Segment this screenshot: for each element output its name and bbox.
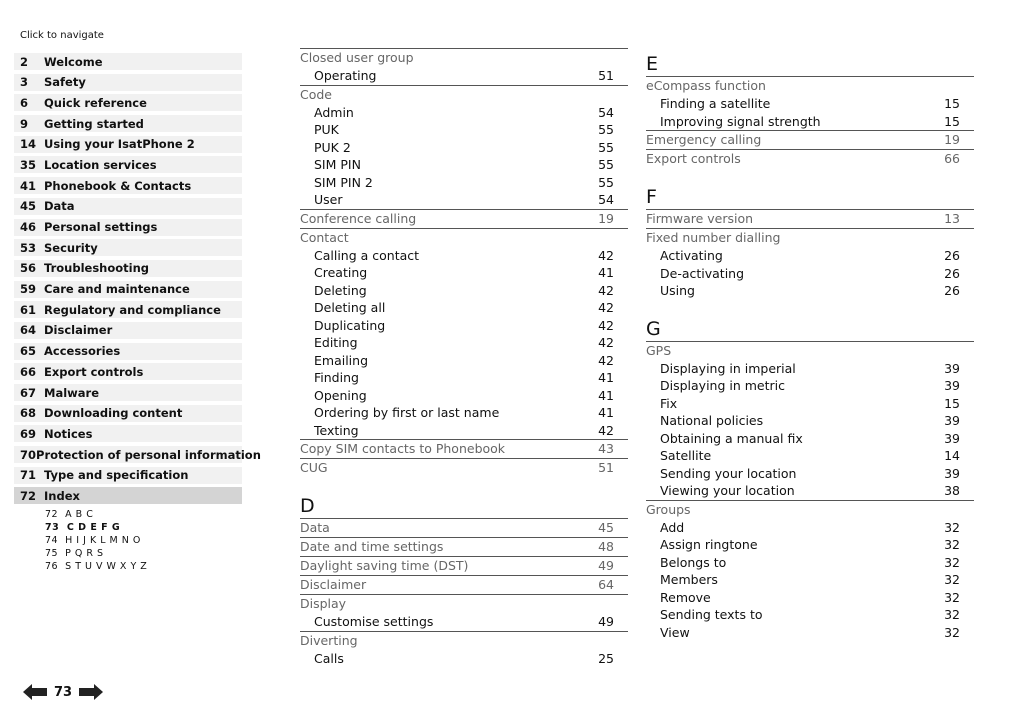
index-subentry-page: 26	[944, 283, 960, 298]
index-entry[interactable]	[300, 538, 628, 556]
nav-item-page: 69	[20, 426, 37, 441]
index-subentry[interactable]	[646, 624, 974, 642]
page-navigation	[22, 683, 104, 701]
index-subentry-label: Displaying in imperial	[660, 360, 796, 376]
index-entry-group	[646, 149, 974, 168]
index-subentry-page: 55	[598, 122, 614, 137]
index-entry-label: Display	[300, 596, 347, 611]
index-subentry-page: 42	[598, 300, 614, 315]
index-entry[interactable]	[300, 595, 628, 613]
nav-item-label: Location services	[44, 157, 157, 172]
index-subentry-page: 26	[944, 248, 960, 263]
index-subentry-label: Operating	[314, 68, 377, 83]
index-entry-page: 19	[598, 210, 614, 226]
index-subentry-page: 39	[944, 430, 960, 446]
nav-item-page: 71	[20, 468, 37, 483]
index-subentry[interactable]	[646, 282, 974, 300]
section-letter: E	[646, 53, 659, 75]
index-subentry[interactable]	[646, 395, 974, 413]
index-entry-label: CUG	[300, 460, 328, 475]
index-entry[interactable]	[300, 229, 628, 247]
section-letter: D	[300, 495, 315, 517]
nav-item-page: 61	[20, 302, 37, 317]
index-subentry-label: PUK 2	[314, 139, 351, 155]
index-entry-group	[300, 575, 628, 594]
index-subentry[interactable]	[646, 377, 974, 395]
index-subentry-page: 39	[944, 378, 960, 393]
index-subentry[interactable]	[646, 554, 974, 572]
index-entry[interactable]	[646, 77, 974, 95]
index-subentry-label: Viewing your location	[660, 483, 795, 498]
nav-item-label: Regulatory and compliance	[44, 302, 221, 317]
index-entry-label: Export controls	[646, 151, 741, 166]
index-sub-letters: A B C	[65, 509, 94, 521]
nav-item[interactable]	[14, 260, 242, 277]
index-entry-group	[646, 209, 974, 228]
nav-item[interactable]	[14, 94, 242, 111]
index-subentry-page: 32	[944, 519, 960, 535]
index-entry-group	[646, 500, 974, 642]
nav-item-page: 46	[20, 220, 37, 234]
index-subentry-label: Sending texts to	[660, 607, 763, 622]
index-subentry-label: Editing	[314, 335, 358, 350]
index-subentry-page: 55	[598, 139, 614, 155]
index-subentry-label: Fix	[660, 395, 678, 411]
index-subentry[interactable]	[300, 369, 628, 387]
index-subentry-label: Using	[660, 283, 695, 298]
index-column-2	[646, 53, 974, 641]
nav-item[interactable]	[14, 74, 242, 91]
index-subentry[interactable]	[646, 589, 974, 607]
index-subentry-page: 14	[944, 448, 960, 463]
section-letter: G	[646, 317, 661, 340]
section-letter: F	[646, 186, 657, 208]
index-entry-group	[300, 439, 628, 458]
index-entry-group	[646, 76, 974, 130]
index-entry-group	[646, 130, 974, 149]
index-subentry-page: 41	[598, 387, 614, 403]
index-subentry[interactable]	[300, 613, 628, 631]
index-subentry[interactable]	[300, 121, 628, 139]
index-subentry-page: 39	[944, 465, 960, 481]
index-sub-letters: H I J K L M N O	[65, 535, 141, 547]
index-entry[interactable]	[646, 501, 974, 519]
index-entry-page: 19	[944, 132, 960, 147]
index-subentry-page: 15	[944, 96, 960, 111]
index-entry-page: 49	[598, 558, 614, 573]
index-entry-label: Closed user group	[300, 50, 414, 65]
index-sub-navigation	[45, 508, 242, 573]
index-entry[interactable]	[300, 459, 628, 477]
index-entry-label: Fixed number dialling	[646, 230, 781, 245]
index-subentry-page: 38	[944, 483, 960, 498]
index-entry-group	[300, 537, 628, 556]
index-subentry-label: View	[660, 624, 690, 640]
index-subentry[interactable]	[300, 156, 628, 174]
index-subentry[interactable]	[300, 352, 628, 370]
index-entry-label: Disclaimer	[300, 577, 367, 592]
index-sub-letters: P Q R S	[65, 548, 104, 560]
navigation-hint: Click to navigate	[20, 30, 104, 41]
index-subentry-label: SIM PIN 2	[314, 174, 373, 190]
index-entry-page: 51	[598, 460, 614, 475]
index-subentry-page: 41	[598, 370, 614, 385]
index-entry-label: Conference calling	[300, 210, 417, 226]
nav-item-label: Welcome	[44, 54, 103, 69]
nav-item[interactable]	[14, 467, 242, 484]
nav-item-page: 59	[20, 282, 37, 297]
index-subentry-label: Admin	[314, 104, 354, 120]
index-subentry-page: 42	[598, 352, 614, 368]
index-subentry-page: 54	[598, 192, 614, 207]
index-subentry[interactable]	[646, 412, 974, 430]
nav-item-page: 53	[20, 240, 37, 255]
index-subentry-label: PUK	[314, 122, 339, 137]
index-subentry[interactable]	[300, 334, 628, 352]
index-subentry-page: 41	[598, 265, 614, 280]
index-sub-letters: C D E F G	[66, 522, 121, 534]
nav-item[interactable]	[14, 405, 242, 422]
sidebar-nav	[14, 53, 261, 573]
index-sub-page: 75	[45, 548, 59, 560]
nav-item-label: Using your IsatPhone 2	[44, 137, 195, 152]
nav-item-page: 56	[20, 261, 37, 276]
nav-item[interactable]	[14, 363, 242, 380]
nav-item-page: 35	[20, 157, 37, 172]
index-subentry-label: Improving signal strength	[660, 113, 821, 129]
index-subentry-label: Finding	[314, 370, 359, 385]
nav-item-label: Personal settings	[44, 220, 158, 234]
nav-item-page: 70	[20, 447, 37, 462]
nav-item[interactable]	[14, 281, 242, 298]
index-subentry-label: Creating	[314, 265, 368, 280]
nav-item[interactable]	[14, 115, 242, 132]
index-subentry-label: Belongs to	[660, 554, 727, 570]
nav-item-page: 66	[20, 364, 37, 379]
index-subentry-label: National policies	[660, 413, 764, 428]
index-sub-page: 76	[45, 561, 59, 573]
nav-item-page: 9	[20, 116, 29, 131]
index-subentry-page: 55	[598, 157, 614, 172]
index-subentry[interactable]	[646, 606, 974, 624]
index-subentry-page: 54	[598, 104, 614, 120]
index-entry[interactable]	[646, 229, 974, 247]
nav-item-label: Safety	[44, 75, 86, 90]
nav-item[interactable]	[14, 177, 242, 194]
index-entry[interactable]	[646, 150, 974, 168]
nav-item-label: Phonebook & Contacts	[44, 178, 192, 193]
index-subentry-page: 32	[944, 589, 960, 605]
index-subentry[interactable]	[646, 482, 974, 500]
index-sub-letters: S T U V W X Y Z	[65, 561, 148, 573]
index-subentry-page: 15	[944, 395, 960, 411]
index-entry-page: 64	[598, 577, 614, 592]
index-subentry-label: Activating	[660, 248, 723, 263]
index-subentry[interactable]	[646, 360, 974, 378]
index-subentry-label: Duplicating	[314, 317, 386, 333]
index-entry-label: Diverting	[300, 632, 358, 648]
nav-item[interactable]	[14, 53, 242, 70]
index-subentry-label: Assign ringtone	[660, 537, 758, 552]
index-entry[interactable]	[646, 131, 974, 149]
index-subentry-label: Displaying in metric	[660, 378, 785, 393]
index-entry[interactable]	[646, 342, 974, 360]
nav-item[interactable]	[14, 322, 242, 339]
index-subentry-page: 32	[944, 537, 960, 552]
nav-item-label: Disclaimer	[44, 323, 113, 338]
index-entry-label: Emergency calling	[646, 132, 762, 147]
index-subentry[interactable]	[300, 404, 628, 422]
index-entry-label: Daylight saving time (DST)	[300, 558, 469, 573]
index-subentry[interactable]	[646, 95, 974, 113]
index-subentry-label: Calling a contact	[314, 247, 420, 263]
nav-item[interactable]	[14, 219, 242, 236]
index-entry[interactable]	[300, 86, 628, 104]
index-subentry-label: De-activating	[660, 265, 745, 281]
index-subentry-label: Sending your location	[660, 465, 797, 481]
index-subentry[interactable]	[646, 519, 974, 537]
index-subentry[interactable]	[646, 265, 974, 283]
index-entry-page: 45	[598, 520, 614, 535]
index-entry-page: 66	[944, 151, 960, 166]
index-subentry-page: 51	[598, 68, 614, 83]
index-subentry-page: 49	[598, 614, 614, 629]
nav-item-label: Care and maintenance	[44, 282, 190, 297]
index-subentry[interactable]	[646, 113, 974, 131]
index-subentry[interactable]	[300, 191, 628, 209]
index-entry-label: Firmware version	[646, 211, 754, 226]
index-entry-page: 13	[944, 211, 960, 226]
index-subentry-page: 25	[598, 650, 614, 666]
index-entry-group	[300, 48, 628, 85]
index-subentry-label: Members	[660, 572, 718, 587]
nav-item-label: Notices	[44, 426, 93, 441]
index-subentry-label: Satellite	[660, 448, 712, 463]
index-entry-label: Contact	[300, 229, 349, 245]
nav-item[interactable]	[14, 301, 242, 318]
index-entry-group	[300, 228, 628, 440]
index-sub-item[interactable]	[45, 534, 242, 547]
arrow-left-icon[interactable]	[22, 683, 48, 701]
index-entry[interactable]	[300, 576, 628, 594]
nav-item-page: 65	[20, 344, 37, 359]
index-entry[interactable]	[300, 519, 628, 537]
index-entry[interactable]	[300, 210, 628, 228]
index-subentry[interactable]	[300, 104, 628, 122]
nav-item[interactable]	[14, 425, 242, 442]
index-subentry-page: 42	[598, 247, 614, 263]
index-entry-label: GPS	[646, 342, 672, 358]
index-entry-label: Data	[300, 520, 330, 535]
index-entry-group	[300, 631, 628, 668]
index-entry-group	[300, 594, 628, 631]
index-entry-group	[300, 85, 628, 209]
index-subentry[interactable]	[300, 67, 628, 85]
index-subentry[interactable]	[646, 447, 974, 465]
nav-item[interactable]	[14, 384, 242, 401]
index-entry-group	[300, 209, 628, 228]
index-entry-group	[646, 228, 974, 300]
nav-item-page: 64	[20, 323, 37, 338]
index-entry-group	[300, 458, 628, 477]
index-subentry[interactable]	[300, 139, 628, 157]
index-subentry-page: 41	[598, 405, 614, 420]
index-subentry[interactable]	[300, 264, 628, 282]
nav-item[interactable]	[14, 343, 242, 360]
index-subentry-label: Remove	[660, 589, 711, 605]
index-subentry-label: Deleting all	[314, 300, 386, 315]
nav-item[interactable]	[14, 487, 242, 504]
index-entry[interactable]	[300, 632, 628, 650]
index-entry-label: Date and time settings	[300, 539, 444, 554]
nav-item-label: Protection of personal information	[36, 447, 261, 462]
index-subentry-label: Emailing	[314, 352, 369, 368]
nav-item-page: 45	[20, 199, 37, 214]
nav-item[interactable]	[14, 239, 242, 256]
index-sub-item[interactable]	[45, 547, 242, 560]
index-subentry-label: Calls	[314, 650, 344, 666]
index-subentry[interactable]	[300, 247, 628, 265]
index-subentry-label: Opening	[314, 387, 367, 403]
index-subentry-label: User	[314, 192, 343, 207]
index-subentry[interactable]	[646, 430, 974, 448]
index-subentry[interactable]	[300, 387, 628, 405]
nav-item-page: 14	[20, 137, 37, 152]
index-subentry[interactable]	[646, 571, 974, 589]
index-subentry-page: 32	[944, 554, 960, 570]
index-subentry-page: 26	[944, 265, 960, 281]
index-subentry-page: 42	[598, 282, 614, 298]
nav-item-label: Accessories	[44, 344, 121, 359]
nav-item-page: 41	[20, 178, 37, 193]
index-subentry[interactable]	[300, 422, 628, 440]
index-subentry-label: Obtaining a manual fix	[660, 430, 803, 446]
index-sub-item[interactable]	[45, 521, 242, 534]
nav-item-page: 68	[20, 406, 37, 421]
index-subentry-label: Ordering by first or last name	[314, 405, 500, 420]
index-subentry[interactable]	[300, 282, 628, 300]
nav-item[interactable]	[14, 198, 242, 215]
nav-item-page: 67	[20, 385, 37, 400]
index-subentry-label: Finding a satellite	[660, 96, 771, 111]
index-entry-label: Groups	[646, 501, 691, 517]
nav-item-page: 72	[20, 488, 37, 503]
index-subentry-label: Deleting	[314, 282, 367, 298]
index-subentry[interactable]	[300, 299, 628, 317]
nav-item-label: Export controls	[44, 364, 144, 379]
index-sub-page: 73	[45, 522, 60, 534]
index-subentry-page: 32	[944, 572, 960, 587]
nav-item-label: Malware	[44, 385, 100, 400]
index-subentry-label: Add	[660, 519, 685, 535]
index-sub-page: 74	[45, 535, 59, 547]
nav-item-label: Downloading content	[44, 406, 183, 421]
nav-item-label: Quick reference	[44, 95, 147, 110]
index-subentry[interactable]	[646, 536, 974, 554]
index-subentry[interactable]	[300, 317, 628, 335]
nav-item-label: Getting started	[44, 116, 144, 131]
index-subentry-page: 42	[598, 335, 614, 350]
index-subentry-page: 42	[598, 422, 614, 438]
index-subentry-page: 15	[944, 113, 960, 129]
page-number: 73	[54, 684, 73, 700]
nav-item[interactable]	[14, 136, 242, 153]
index-subentry-page: 39	[944, 413, 960, 428]
nav-item-page: 2	[20, 54, 29, 69]
index-subentry-page: 42	[598, 317, 614, 333]
nav-item-label: Index	[44, 488, 80, 503]
index-sub-item[interactable]	[45, 560, 242, 573]
nav-item[interactable]	[14, 446, 261, 463]
index-subentry-page: 32	[944, 607, 960, 622]
index-sub-item[interactable]	[45, 508, 242, 521]
nav-item-page: 6	[20, 95, 29, 110]
index-sub-page: 72	[45, 509, 59, 521]
index-entry-label: Code	[300, 86, 333, 102]
index-entry-page: 48	[598, 539, 614, 554]
index-column-1	[300, 48, 628, 667]
nav-item-label: Troubleshooting	[44, 261, 150, 276]
index-subentry[interactable]	[646, 247, 974, 265]
index-entry[interactable]	[300, 49, 628, 67]
index-subentry[interactable]	[646, 465, 974, 483]
index-entry-page: 43	[598, 441, 614, 456]
index-subentry-label: Texting	[314, 422, 359, 438]
arrow-right-icon[interactable]	[78, 683, 104, 701]
index-subentry-label: SIM PIN	[314, 157, 361, 172]
index-subentry[interactable]	[300, 174, 628, 192]
index-entry-label: eCompass function	[646, 78, 766, 93]
index-subentry-page: 32	[944, 624, 960, 640]
index-entry-group	[646, 341, 974, 500]
index-subentry-label: Customise settings	[314, 614, 434, 629]
index-entry[interactable]	[646, 210, 974, 228]
nav-item-page: 3	[20, 75, 29, 90]
nav-item-label: Security	[44, 240, 98, 255]
nav-item-label: Type and specification	[44, 468, 189, 483]
index-subentry-page: 39	[944, 360, 960, 376]
nav-item-label: Data	[44, 199, 75, 214]
nav-item[interactable]	[14, 156, 242, 173]
index-entry[interactable]	[300, 557, 628, 575]
index-entry-group	[300, 556, 628, 575]
index-subentry-page: 55	[598, 174, 614, 190]
index-subentry[interactable]	[300, 650, 628, 668]
index-entry-group	[300, 518, 628, 537]
index-entry[interactable]	[300, 440, 628, 458]
index-entry-label: Copy SIM contacts to Phonebook	[300, 441, 506, 456]
